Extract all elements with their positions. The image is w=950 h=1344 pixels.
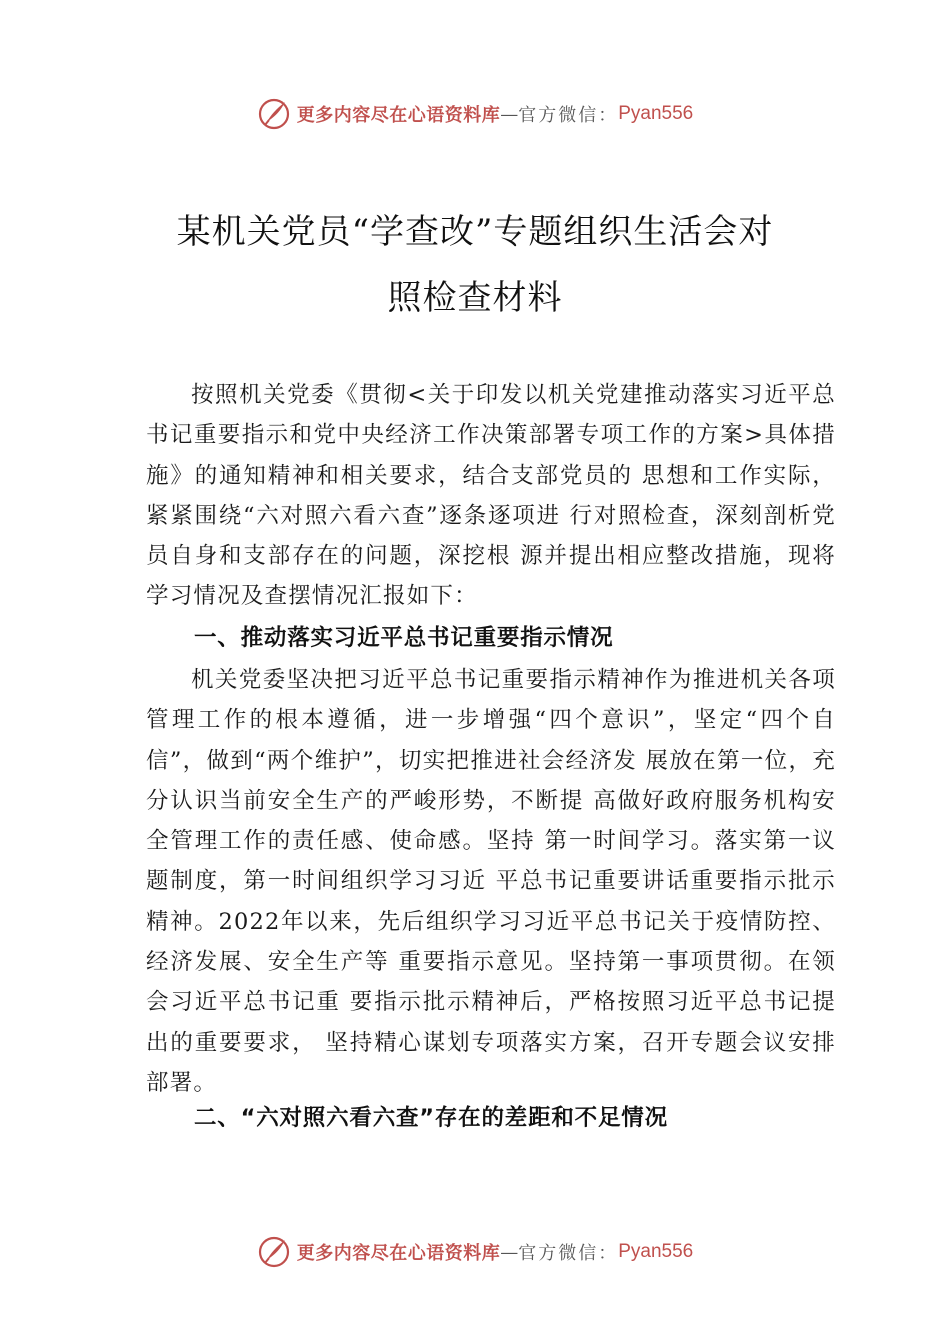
watermark-wechat-id: Pyan556 <box>618 103 694 124</box>
watermark-header <box>0 94 950 134</box>
watermark-text: 更多内容尽在心语资料库 <box>296 1243 501 1264</box>
watermark-separator: — <box>500 103 519 125</box>
quill-logo-icon <box>257 97 291 131</box>
quill-logo-icon <box>257 1235 291 1269</box>
watermark-label: 官方微信： <box>518 1243 619 1264</box>
watermark-footer <box>0 1232 950 1272</box>
watermark-wechat-id: Pyan556 <box>618 1241 694 1262</box>
watermark-text: 更多内容尽在心语资料库 <box>296 105 501 126</box>
section1-paragraph: 机关党委坚决把习近平总书记重要指示精神作为推进机关各项管理工作的根本遵循，进一步增强“四个意识”，坚定“四个自信”，做到“两个维护”，切实把推进社会经济发 展放在第一位，充分认识当前安全生产的严峻形势，不断提 高做好政府服务机构安全管理工作的责任感、使命感。坚持 第一时间学习。落实第一议题制度，第一时间组织学习习近 平总书记重要讲话重要指示批示精神。2022年以来，先后组织学习习近平总书记关于疫情防控、经济发展、安全生产等 重要指示意见。坚持第一事项贯彻。在领会习近平总书记重 要指示批示精神后，严格按照习近平总书记提出的重要要求， 坚持精心谋划专项落实方案，召开专题会议安排部署。 <box>146 667 836 1096</box>
watermark-label: 官方微信： <box>518 105 619 126</box>
document-title-line1: 某机关党员“学查改”专题组织生活会对 <box>176 212 774 252</box>
section1-heading: 一、推动落实习近平总书记重要指示情况 <box>194 625 614 651</box>
document-title-line2: 照检查材料 <box>387 278 563 318</box>
section2-heading: 二、“六对照六看六查”存在的差距和不足情况 <box>194 1105 668 1131</box>
intro-paragraph: 按照机关党委《贯彻<关于印发以机关党建推动落实习近平总书记重要指示和党中央经济工作决策部署专项工作的方案>具体措施》的通知精神和相关要求，结合支部党员的 思想和工作实际，紧紧围绕“六对照六看六查”逐条逐项进 行对照检查，深刻剖析党员自身和支部存在的问题，深挖根 源并提出相应整改措施，现将学习情况及查摆情况汇报如下： <box>146 382 836 610</box>
watermark-separator: — <box>500 1241 519 1263</box>
